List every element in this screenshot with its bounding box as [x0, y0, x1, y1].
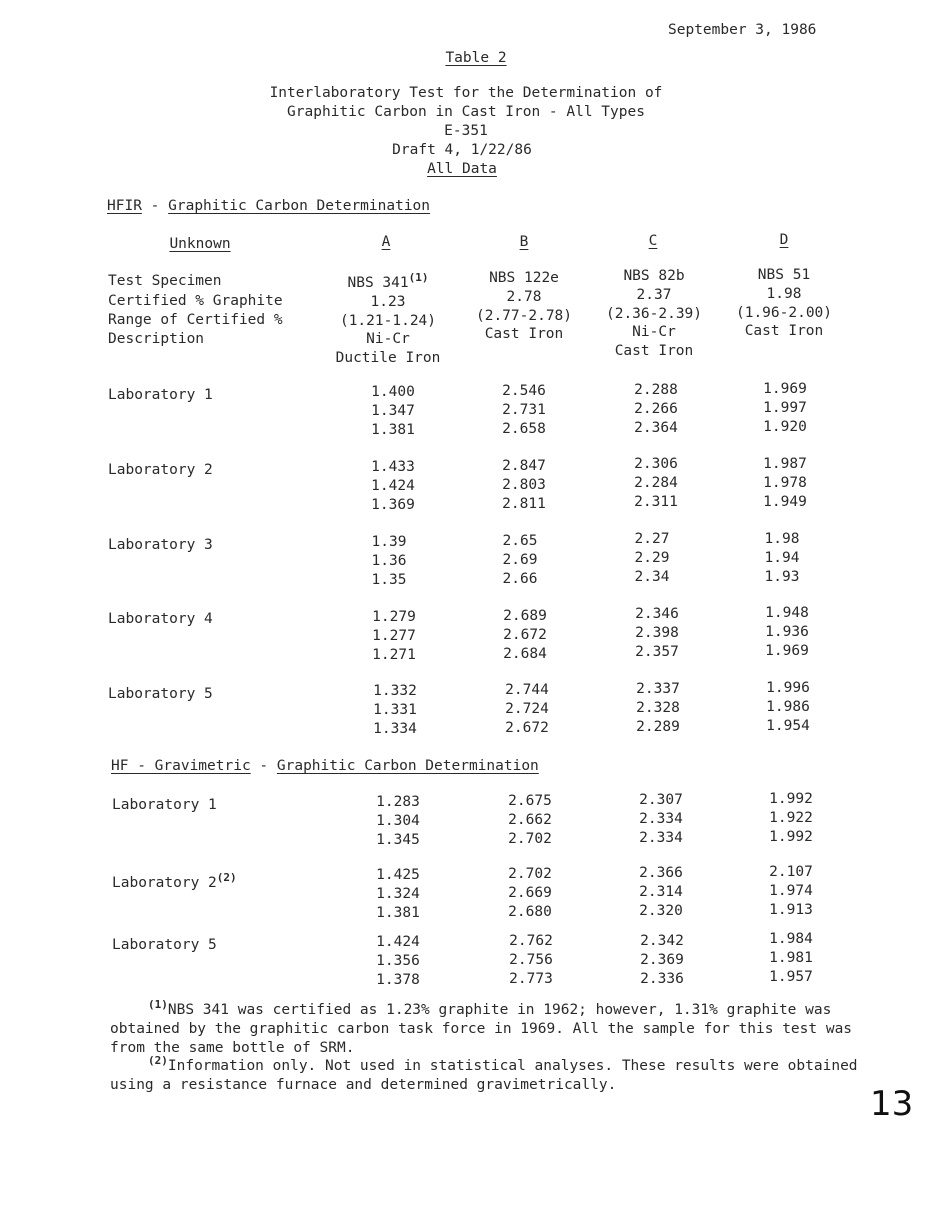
hf-lab-2-b: 2.702 2.669 2.680	[508, 866, 552, 920]
specimen-a-range: (1.21-1.24)	[339, 312, 437, 329]
specimen-d-certified: 1.98	[766, 285, 802, 302]
row-label-certified: Certified % Graphite	[108, 293, 283, 309]
specimen-column-d	[736, 266, 832, 341]
hfir-lab-2-d: 1.987 1.978 1.949	[763, 456, 807, 510]
specimen-b-certified: 2.78	[506, 288, 542, 305]
hf-section-title	[111, 757, 539, 776]
specimen-c-range: (2.36-2.39)	[605, 305, 703, 322]
hfir-lab-5-c: 2.337 2.328 2.289	[636, 681, 680, 735]
hfir-lab-5-d: 1.996 1.986 1.954	[766, 680, 810, 734]
row-label-range: Range of Certified %	[108, 312, 283, 328]
hf-lab-1-d: 1.992 1.922 1.992	[769, 791, 813, 845]
hfir-lab-2-b: 2.847 2.803 2.811	[502, 458, 546, 512]
specimen-b-range: (2.77-2.78)	[475, 307, 573, 324]
hf-title-part-2: Graphitic Carbon Determination	[276, 758, 539, 774]
specimen-c-certified: 2.37	[636, 286, 672, 303]
hfir-lab-5-a: 1.332 1.331 1.334	[373, 683, 417, 737]
hfir-lab-3-d: 1.98 1.94 1.93	[764, 531, 800, 585]
hfir-lab-1-label: Laboratory 1	[108, 387, 213, 403]
hf-lab-5-label: Laboratory 5	[112, 937, 217, 953]
hf-lab-1-b: 2.675 2.662 2.702	[508, 793, 552, 847]
specimen-a-certified: 1.23	[370, 293, 406, 310]
hfir-lab-1-d: 1.969 1.997 1.920	[763, 381, 807, 435]
footnote-1-mark: (1)	[148, 998, 168, 1011]
hfir-separator: -	[141, 198, 169, 214]
hf-lab-5-c: 2.342 2.369 2.336	[640, 933, 684, 987]
specimen-c-desc-2: Cast Iron	[614, 343, 694, 360]
hf-lab-2-d: 2.107 1.974 1.913	[769, 864, 813, 918]
all-data-label: All Data	[427, 161, 497, 177]
title-line-4: Draft 4, 1/22/86	[392, 142, 532, 158]
hfir-section-title	[107, 197, 430, 216]
hfir-lab-5-b: 2.744 2.724 2.672	[505, 682, 549, 736]
footnote-1-text: NBS 341 was certified as 1.23% graphite in 1962; however, 1.31% graphite was obtained by the graphitic carbon task force in 1969. All the sample for this test was from the same bottle of SRM.	[110, 1002, 853, 1056]
hfir-lab-4-label: Laboratory 4	[108, 611, 213, 627]
specimen-a-desc-2: Ductile Iron	[335, 350, 441, 367]
hfir-lab-1-a: 1.400 1.347 1.381	[371, 384, 415, 438]
specimen-a-name: NBS 341$^{(1)}$	[347, 271, 429, 291]
hfir-lab-1-b: 2.546 2.731 2.658	[502, 383, 546, 437]
hfir-lab-2-a: 1.433 1.424 1.369	[371, 459, 415, 513]
specimen-c-desc-1: Ni-Cr	[632, 324, 676, 341]
specimen-column-b	[476, 269, 572, 344]
title-line-3: E-351	[444, 123, 488, 139]
hfir-lab-3-a: 1.39 1.36 1.35	[371, 534, 407, 588]
footnote-ref-1: (1)	[408, 271, 429, 284]
row-label-description: Description	[108, 331, 205, 347]
hfir-lab-3-c: 2.27 2.29 2.34	[634, 531, 670, 585]
specimen-c-name: NBS 82b	[623, 268, 685, 284]
specimen-d-desc-1: Cast Iron	[744, 323, 824, 340]
page-number: 13	[870, 1084, 914, 1124]
hf-lab-1-a: 1.283 1.304 1.345	[376, 794, 420, 848]
hfir-lab-3-b: 2.65 2.69 2.66	[502, 533, 538, 587]
hf-lab-1-c: 2.307 2.334 2.334	[639, 792, 683, 846]
specimen-d-name: NBS 51	[757, 267, 811, 283]
document-date: September 3, 1986	[668, 22, 817, 38]
hf-lab-2-c: 2.366 2.314 2.320	[639, 865, 683, 919]
title-line-2: Graphitic Carbon in Cast Iron - All Types	[287, 104, 645, 120]
hf-lab-2-a: 1.425 1.324 1.381	[376, 867, 420, 921]
footnote-2-text: Information only. Not used in statistical analyses. These results were obtained using a resistance furnace and determined gravimetrically.	[110, 1058, 858, 1093]
hfir-lab-2-label: Laboratory 2	[108, 462, 213, 478]
footnote-1	[110, 996, 890, 1057]
hfir-lab-1-c: 2.288 2.266 2.364	[634, 382, 678, 436]
column-header-a: A	[381, 234, 391, 250]
table-label: Table 2	[445, 50, 507, 66]
specimen-d-range: (1.96-2.00)	[735, 304, 833, 321]
hf-separator: -	[250, 758, 277, 774]
footnote-2	[110, 1052, 890, 1095]
footnote-ref-2: (2)	[216, 871, 237, 884]
hfir-title: Graphitic Carbon Determination	[168, 198, 431, 214]
column-header-d: D	[779, 232, 789, 248]
specimen-a-desc-1: Ni-Cr	[366, 331, 410, 348]
footnote-2-mark: (2)	[148, 1054, 168, 1067]
row-label-test-specimen: Test Specimen	[108, 273, 222, 289]
column-header-c: C	[648, 233, 658, 249]
hf-lab-5-b: 2.762 2.756 2.773	[509, 933, 553, 987]
hf-lab-5-d: 1.984 1.981 1.957	[769, 931, 813, 985]
column-header-unknown: Unknown	[169, 236, 231, 252]
specimen-column-c	[606, 267, 702, 361]
hfir-lab-2-c: 2.306 2.284 2.311	[634, 456, 678, 510]
specimen-b-name: NBS 122e	[489, 270, 559, 286]
hf-title-part-1: HF - Gravimetric	[111, 758, 251, 774]
hfir-prefix: HFIR	[107, 198, 142, 214]
hf-lab-1-label: Laboratory 1	[112, 797, 217, 813]
hf-lab-2-label: Laboratory 2$^{(2)}$	[112, 871, 237, 891]
hfir-lab-3-label: Laboratory 3	[108, 537, 213, 553]
hfir-lab-4-c: 2.346 2.398 2.357	[635, 606, 679, 660]
specimen-column-a	[336, 269, 441, 368]
hfir-lab-4-a: 1.279 1.277 1.271	[372, 609, 416, 663]
title-line-1: Interlaboratory Test for the Determination of	[269, 85, 663, 101]
specimen-b-desc-1: Cast Iron	[484, 326, 564, 343]
hfir-lab-4-d: 1.948 1.936 1.969	[765, 605, 809, 659]
hfir-lab-4-b: 2.689 2.672 2.684	[503, 608, 547, 662]
hf-lab-5-a: 1.424 1.356 1.378	[376, 934, 420, 988]
column-header-b: B	[519, 234, 529, 250]
hfir-lab-5-label: Laboratory 5	[108, 686, 213, 702]
